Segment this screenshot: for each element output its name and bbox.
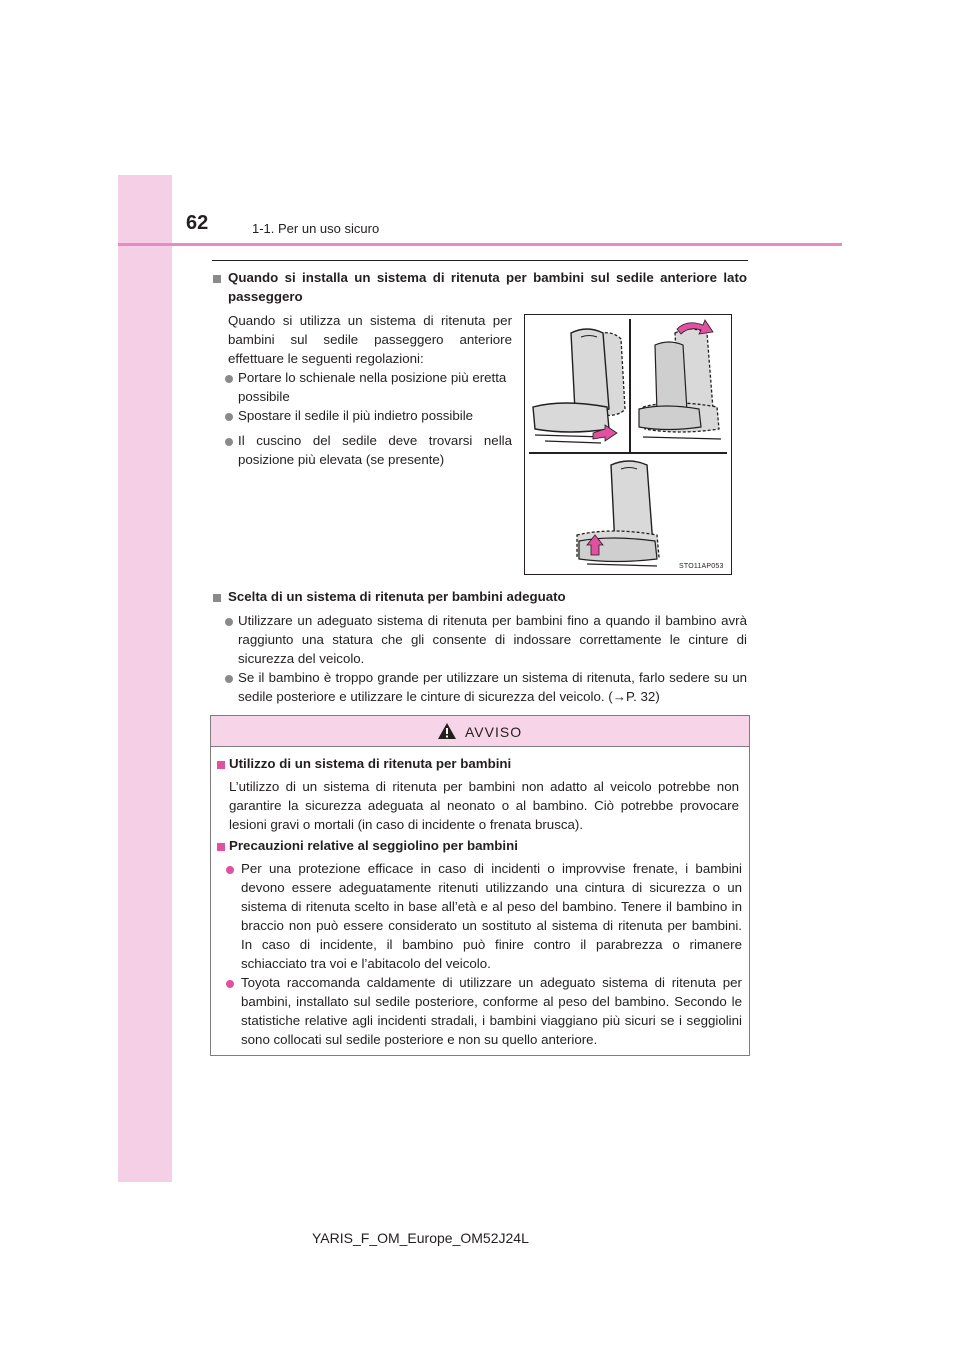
square-bullet-icon (213, 594, 221, 602)
square-bullet-icon (213, 275, 221, 283)
warning-text: sono collocati sul sedile posteriore e non su quello anteriore. (241, 1032, 598, 1047)
bullet-icon (225, 618, 233, 626)
warning-text: braccio non può essere considerato un sostituto al sistema di ritenuta per bambini. (241, 918, 742, 933)
bullet-text: sicurezza del veicolo. (238, 651, 365, 666)
warning-text: lesioni gravi o mortali (in caso di incidente o frenata brusca). (229, 817, 584, 832)
bullet-text: Se il bambino è troppo grande per utilizzare un sistema di ritenuta, farlo sedere su un (238, 670, 747, 685)
header-rule (118, 243, 842, 246)
warning-text: In caso di incidente, il bambino può finire contro il parabrezza o rimanere (241, 937, 742, 952)
warning-block1-heading: Utilizzo di un sistema di ritenuta per bambini (229, 756, 512, 771)
side-tab-band (118, 175, 172, 1182)
bullet-icon (225, 375, 233, 383)
document-code: YARIS_F_OM_Europe_OM52J24L (312, 1230, 529, 1246)
intro-line: effettuare le seguenti regolazioni: (228, 351, 424, 366)
bullet-icon (225, 675, 233, 683)
section2-heading: Scelta di un sistema di ritenuta per bambini adeguato (228, 589, 566, 604)
warning-block2-heading: Precauzioni relative al seggiolino per bambini (229, 838, 518, 853)
seat-cushion-raise-icon (577, 461, 659, 566)
bullet-icon (225, 438, 233, 446)
bullet-text: raggiunto una statura che gli consente di indossare correttamente le cinture di (238, 632, 747, 647)
figure-code: STO11AP053 (679, 563, 724, 570)
warning-text: schiacciato tra voi e l’abitacolo del veicolo. (241, 956, 491, 971)
warning-text: sistema di ritenuta scelto in base all’età e al peso del bambino. Tenere il bambino in (241, 899, 742, 914)
seat-upright-icon (533, 329, 625, 443)
bullet-text: Spostare il sedile il più indietro possibile (238, 408, 474, 423)
intro-line: Quando si utilizza un sistema di ritenuta per (228, 313, 512, 328)
warning-header (211, 716, 749, 747)
warning-text: bambini, installato sul sedile posteriore, conforme al peso del bambino. Secondo le (241, 994, 742, 1009)
bullet-text: Il cuscino del sedile deve trovarsi nella (238, 433, 512, 448)
intro-line: bambini sul sedile passeggero anteriore (228, 332, 512, 347)
warning-title: AVVISO (465, 724, 523, 740)
warning-text: Per una protezione efficace in caso di incidenti o improvvise frenate, i bambini (241, 861, 742, 876)
warning-text: L’utilizzo di un sistema di ritenuta per bambini non adatto al veicolo potrebbe non (229, 779, 739, 794)
bullet-icon (226, 980, 234, 988)
warning-text: Toyota raccomanda caldamente di utilizzare un adeguato sistema di ritenuta per (241, 975, 742, 990)
warning-triangle-icon (437, 722, 457, 740)
bullet-text: Utilizzare un adeguato sistema di ritenuta per bambini fino a quando il bambino avrà (238, 613, 747, 628)
page-number: 62 (186, 212, 209, 234)
seat-illustration-svg (525, 315, 731, 574)
section1-heading-line1: Quando si installa un sistema di ritenuta per bambini sul sedile anteriore lato (228, 270, 747, 285)
divider (212, 260, 748, 261)
section-title: 1-1. Per un uso sicuro (252, 221, 380, 236)
square-bullet-icon (217, 761, 225, 769)
seat-adjustment-illustration (524, 314, 732, 575)
warning-text: devono essere adeguatamente ritenuti utilizzando una cintura di sicurezza o un (241, 880, 742, 895)
seat-slide-back-icon (639, 320, 721, 439)
bullet-icon (225, 413, 233, 421)
bullet-text: possibile (238, 389, 290, 404)
warning-text: garantire la sicurezza adeguata al neonato o al bambino. Ciò potrebbe provocare (229, 798, 739, 813)
bullet-icon (226, 866, 234, 874)
section1-heading-line2: passeggero (228, 289, 303, 304)
bullet-text: Portare lo schienale nella posizione più eretta (238, 370, 507, 385)
bullet-text: posizione più elevata (se presente) (238, 452, 445, 467)
bullet-text: sedile posteriore e utilizzare le cinture di sicurezza del veicolo. (→P. 32) (238, 689, 660, 704)
warning-text: statistiche relative agli incidenti stradali, i bambini viaggiano più sicuri se i seggiolini (241, 1013, 742, 1028)
square-bullet-icon (217, 843, 225, 851)
